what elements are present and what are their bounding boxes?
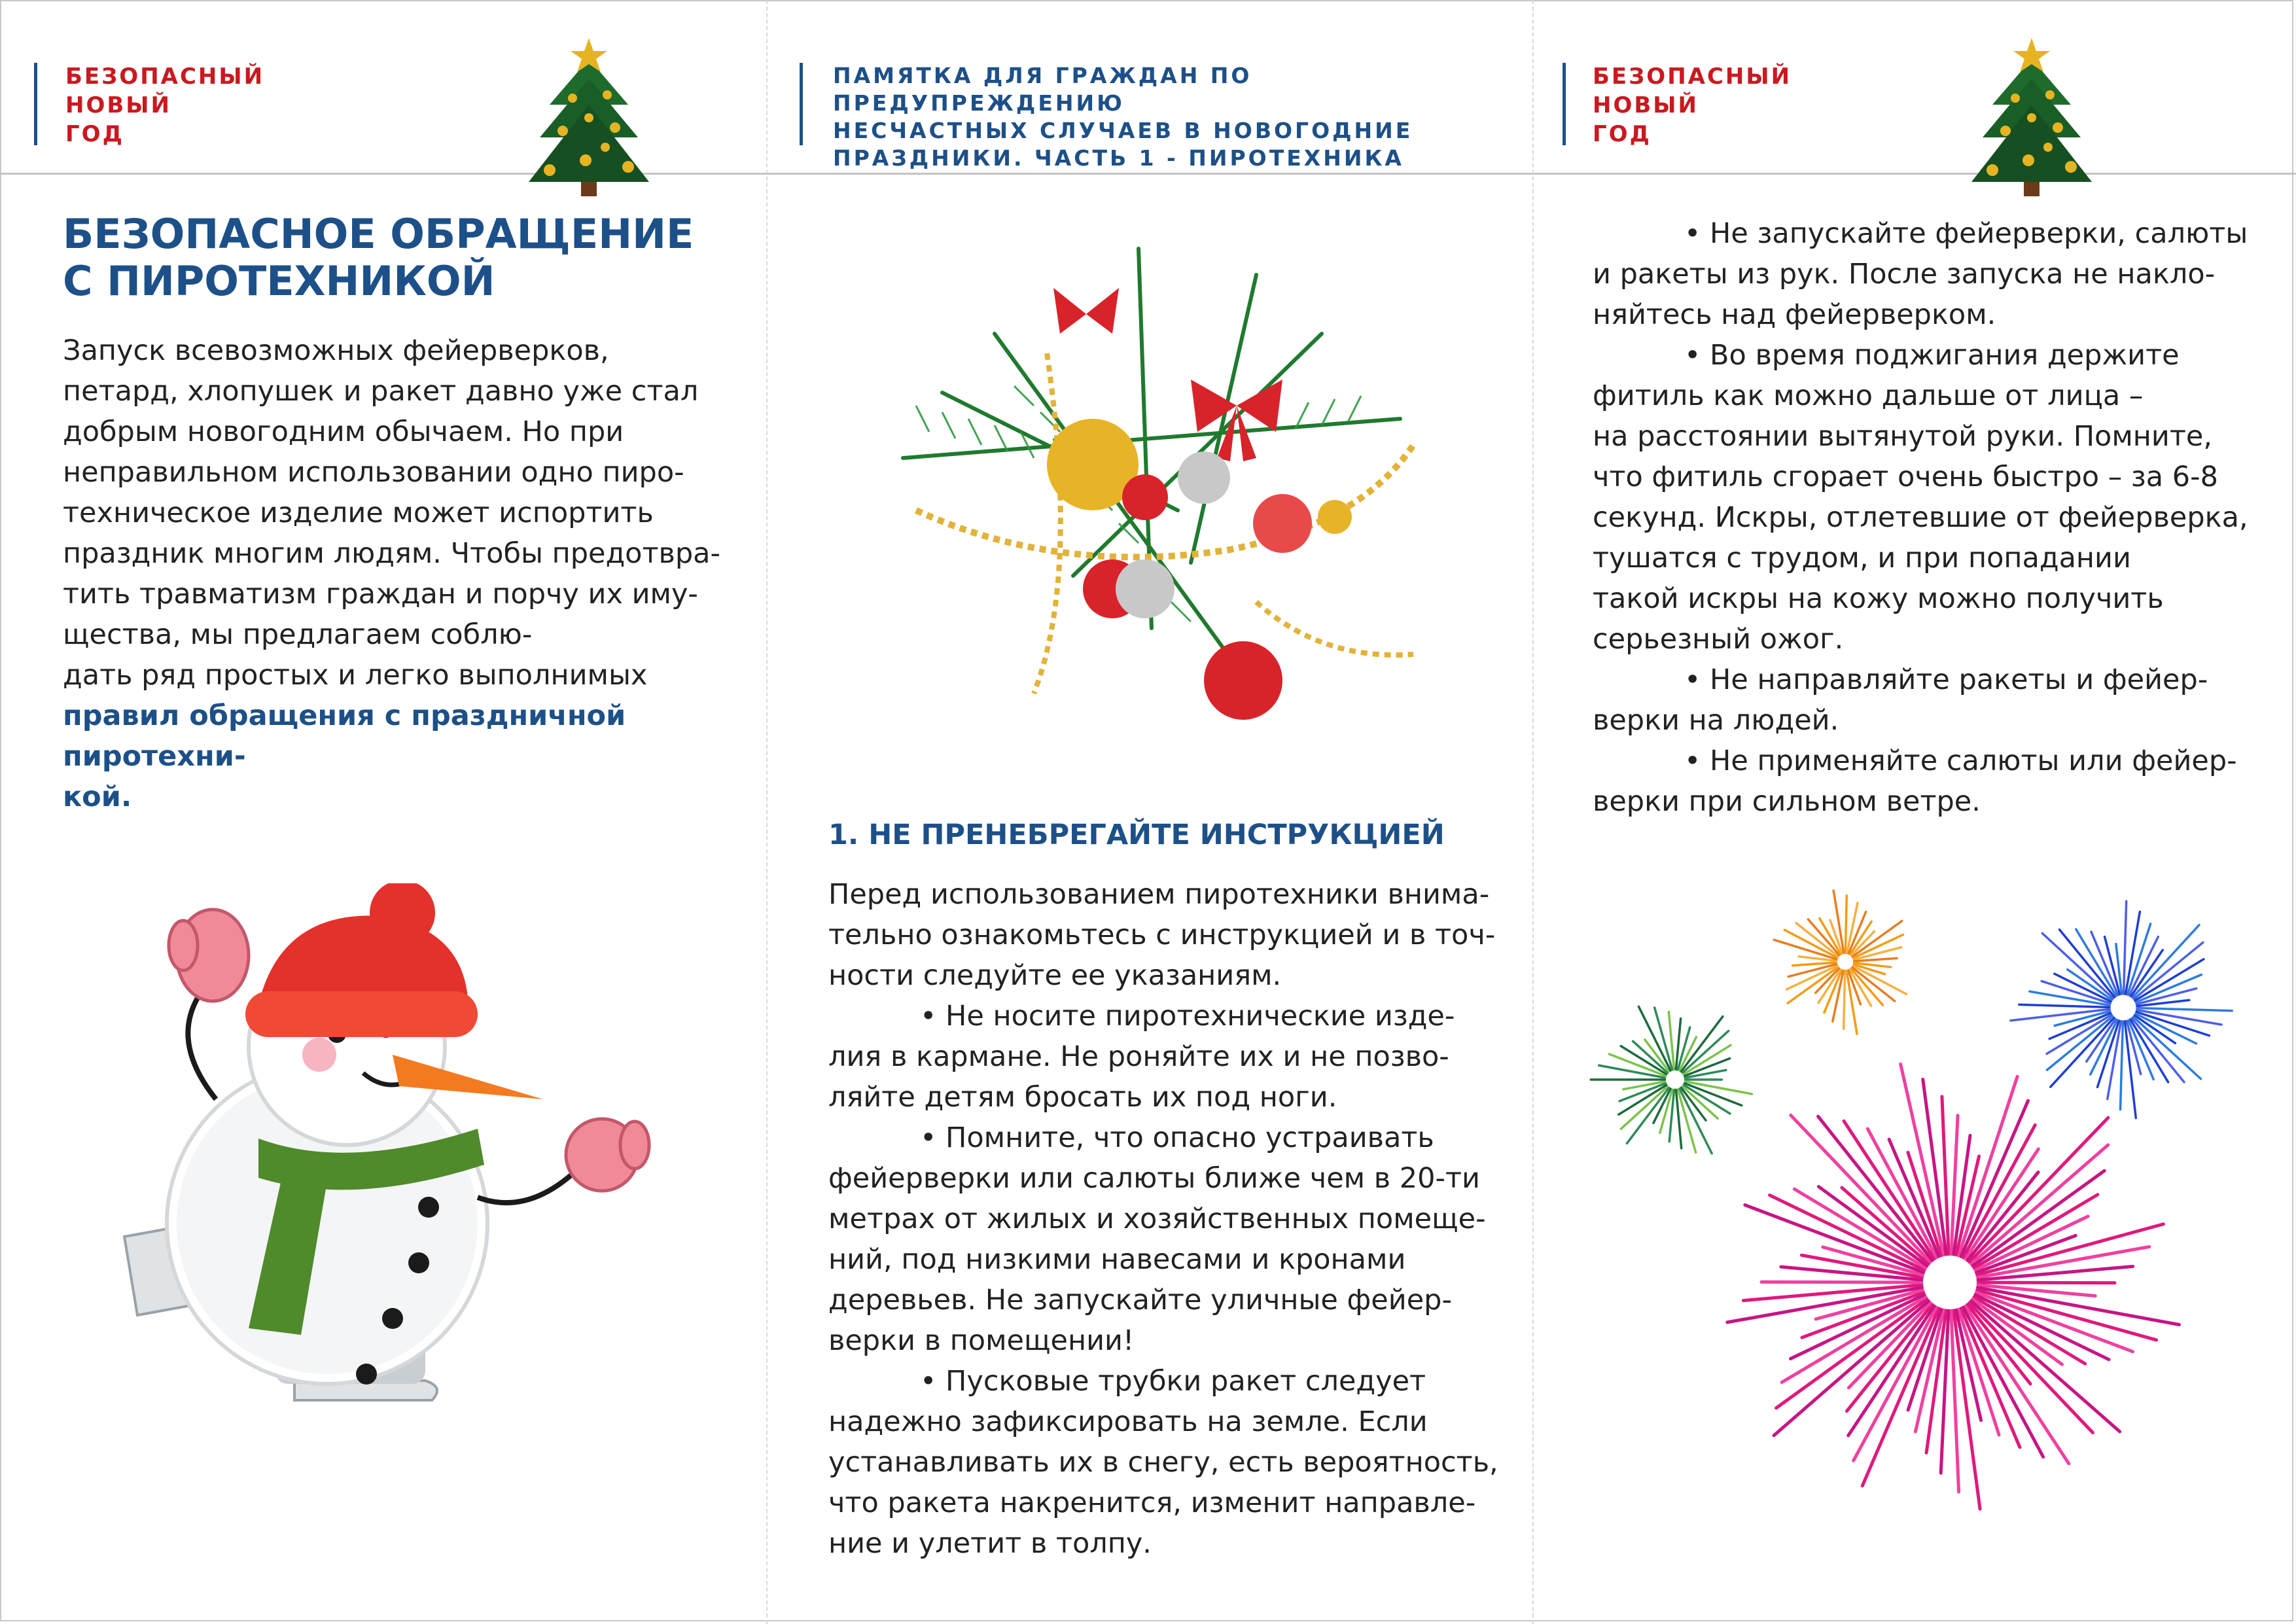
text-line: няйтесь над фейерверком. bbox=[1593, 298, 1996, 331]
page-title-line: БЕЗОПАСНОЕ ОБРАЩЕНИЕ bbox=[63, 210, 694, 258]
header-right-line: НОВЫЙ bbox=[1593, 92, 1699, 118]
text-line: тельно ознакомьтесь с инструкцией и в точ- bbox=[828, 919, 1496, 951]
header-left-line: НОВЫЙ bbox=[65, 92, 171, 118]
text-line: фейерверки или салюты ближе чем в 20-ти bbox=[828, 1162, 1480, 1195]
middle-text bbox=[828, 874, 1522, 1564]
firework-burst bbox=[2011, 901, 2232, 1118]
text-line: устанавливать их в снегу, есть вероятность, bbox=[828, 1446, 1498, 1479]
header-middle-line: ПРАЗДНИКИ. ЧАСТЬ 1 - ПИРОТЕХНИКА bbox=[833, 145, 1404, 171]
header-right-line: БЕЗОПАСНЫЙ bbox=[1593, 63, 1792, 90]
text-line: что фитиль сгорает очень быстро – за 6-8 bbox=[1593, 461, 2218, 493]
text-line: неправильном использовании одно пиро- bbox=[63, 456, 684, 489]
section-title: 1. НЕ ПРЕНЕБРЕГАЙТЕ ИНСТРУКЦИЕЙ bbox=[828, 819, 1445, 851]
text-line: секунд. Искры, отлетевшие от фейерверка, bbox=[1593, 501, 2248, 534]
header-middle-line: ПАМЯТКА ДЛЯ ГРАЖДАН ПО ПРЕДУПРЕЖДЕНИЮ bbox=[833, 63, 1252, 116]
fold-line-left bbox=[766, 0, 768, 1624]
text-line: ляйте детям бросать их под ноги. bbox=[828, 1081, 1337, 1114]
text-line: тушатся с трудом, и при попадании bbox=[1593, 542, 2131, 574]
text-line: праздник многим людям. Чтобы предотвра- bbox=[63, 537, 721, 570]
bullet-line: • Не направляйте ракеты и фейер- bbox=[1684, 663, 2208, 696]
firework-burst bbox=[1591, 1006, 1752, 1154]
text-line: и ракеты из рук. После запуска не накло- bbox=[1593, 258, 2216, 291]
header-left-bar bbox=[34, 63, 37, 145]
header-middle-title bbox=[833, 62, 1500, 172]
highlight-line: кой. bbox=[63, 781, 132, 813]
header-left-line: ГОД bbox=[65, 121, 124, 147]
text-line: что ракета накренится, изменит направле- bbox=[828, 1487, 1476, 1519]
header-left-line: БЕЗОПАСНЫЙ bbox=[65, 63, 265, 90]
header-divider bbox=[0, 173, 2296, 175]
firework-burst bbox=[1727, 1064, 2180, 1509]
text-line: тить травматизм граждан и порчу их иму- bbox=[63, 578, 698, 610]
text-line: петард, хлопушек и ракет давно уже стал bbox=[63, 375, 699, 408]
text-line: щества, мы предлагаем соблю- bbox=[63, 618, 533, 651]
bullet-line: • Во время поджигания держите bbox=[1684, 339, 2180, 372]
text-line: дать ряд простых и легко выполнимых bbox=[63, 659, 648, 692]
fireworks-illustration bbox=[1583, 883, 2251, 1564]
right-text bbox=[1593, 213, 2273, 822]
christmas-branch-illustration bbox=[864, 236, 1439, 772]
fold-line-right bbox=[1532, 0, 1534, 1624]
header-middle-line: НЕСЧАСТНЫХ СЛУЧАЕВ В НОВОГОДНИЕ bbox=[833, 118, 1413, 143]
text-line: Перед использованием пиротехники внима- bbox=[828, 878, 1490, 911]
bullet-line: • Не запускайте фейерверки, салюты bbox=[1684, 217, 2248, 250]
text-line: метрах от жилых и хозяйственных помеще- bbox=[828, 1203, 1486, 1235]
bullet-line: • Помните, что опасно устраивать bbox=[920, 1121, 1434, 1154]
firework-burst bbox=[1774, 891, 1906, 1034]
text-line: ний, под низкими навесами и кронами bbox=[828, 1243, 1406, 1276]
text-line: Запуск всевозможных фейерверков, bbox=[63, 334, 609, 367]
text-line: надежно зафиксировать на земле. Если bbox=[828, 1405, 1428, 1438]
text-line: добрым новогодним обычаем. Но при bbox=[63, 415, 624, 448]
text-line: ние и улетит в толпу. bbox=[828, 1527, 1152, 1560]
snowman-illustration bbox=[111, 883, 687, 1472]
text-line: верки в помещении! bbox=[828, 1324, 1135, 1357]
christmas-tree-icon bbox=[1966, 33, 2097, 200]
text-line: техническое изделие может испортить bbox=[63, 497, 654, 529]
text-line: деревьев. Не запускайте уличные фейер- bbox=[828, 1284, 1452, 1316]
christmas-tree-icon bbox=[523, 33, 654, 200]
text-line: фитиль как можно дальше от лица – bbox=[1593, 380, 2144, 412]
header-middle-bar bbox=[800, 63, 803, 145]
bullet-line: • Пусковые трубки ракет следует bbox=[920, 1365, 1426, 1398]
header-left-title bbox=[65, 62, 264, 149]
text-line: ности следуйте ее указаниям. bbox=[828, 959, 1282, 992]
text-line: верки при сильном ветре. bbox=[1593, 785, 1981, 818]
intro-text bbox=[63, 330, 743, 817]
text-line: такой искры на кожу можно получить bbox=[1593, 582, 2164, 615]
header-right-bar bbox=[1563, 63, 1566, 145]
page-title bbox=[63, 211, 717, 305]
page-title-line: С ПИРОТЕХНИКОЙ bbox=[63, 257, 495, 305]
text-line: серьезный ожог. bbox=[1593, 623, 1844, 656]
bullet-line: • Не носите пиротехнические изде- bbox=[920, 1000, 1455, 1033]
header-right-title bbox=[1593, 62, 1792, 149]
header-right-line: ГОД bbox=[1593, 121, 1651, 147]
text-line: верки на людей. bbox=[1593, 704, 1839, 737]
highlight-line: правил обращения с праздничной пиротехни- bbox=[63, 699, 626, 773]
text-line: лия в кармане. Не роняйте их и не позво- bbox=[828, 1040, 1449, 1073]
text-line: на расстоянии вытянутой руки. Помните, bbox=[1593, 420, 2213, 453]
bullet-line: • Не применяйте салюты или фейер- bbox=[1684, 745, 2237, 777]
